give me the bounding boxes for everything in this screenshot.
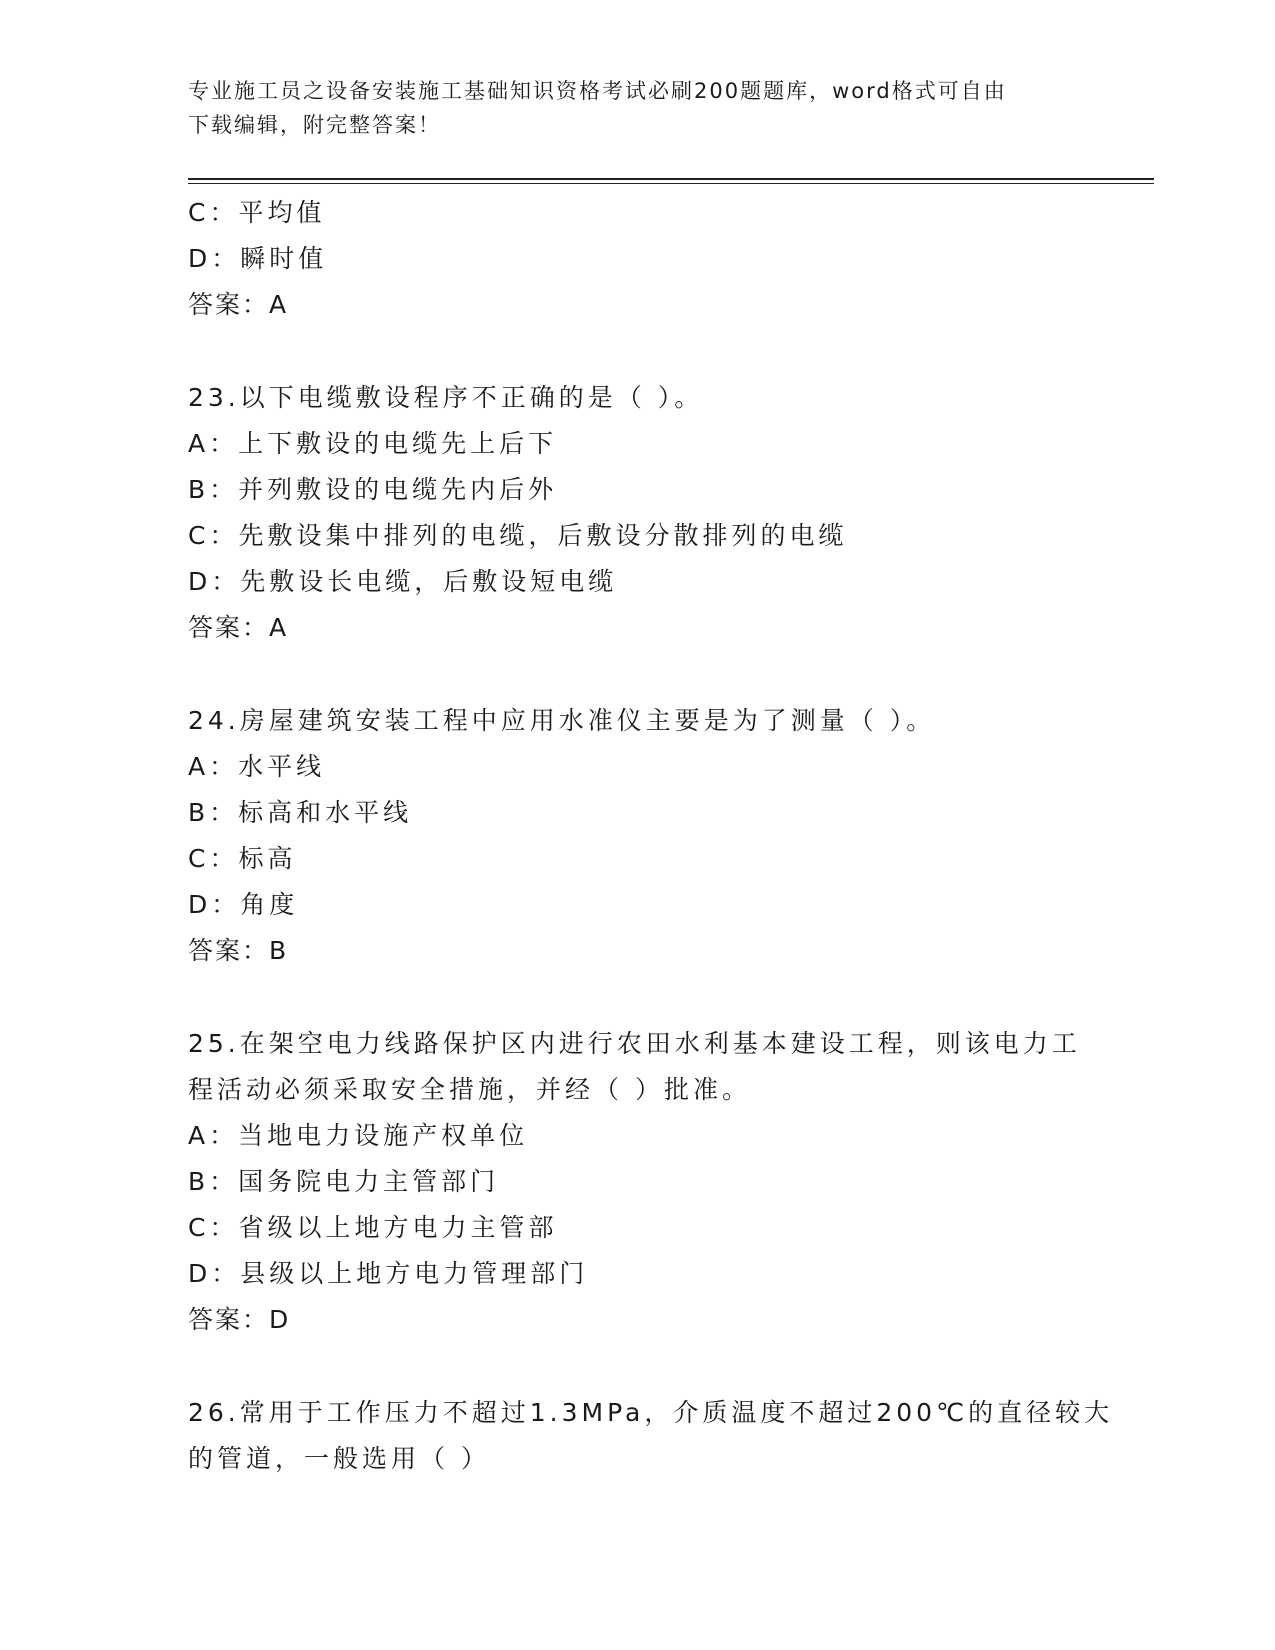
option-c: C：省级以上地方电力主管部	[188, 1213, 558, 1242]
answer-line: 答案：D	[188, 1305, 291, 1334]
option-d: D：先敷设长电缆，后敷设短电缆	[188, 567, 618, 596]
option-a: A：水平线	[188, 752, 326, 781]
answer-line: 答案：A	[188, 290, 289, 319]
option-d: D：县级以上地方电力管理部门	[188, 1259, 589, 1288]
option-b: B：并列敷设的电缆先内后外	[188, 475, 558, 504]
option-c: C：标高	[188, 844, 297, 873]
option-b: B：标高和水平线	[188, 798, 413, 827]
header-line-1: 专业施工员之设备安装施工基础知识资格考试必刷200题题库，word格式可自由	[188, 79, 1007, 103]
header-divider-thin	[188, 183, 1154, 184]
option-c: C：先敷设集中排列的电缆，后敷设分散排列的电缆	[188, 521, 848, 550]
header-line-2: 下载编辑，附完整答案！	[188, 113, 441, 137]
question-24	[188, 698, 1088, 974]
header-divider-thick	[188, 178, 1154, 180]
question-stem: 23.以下电缆敷设程序不正确的是（ ）。	[188, 383, 704, 412]
option-d: D：瞬时值	[188, 244, 328, 273]
question-list	[188, 190, 1114, 1482]
question-stem-line-2: 的管道，一般选用（ ）	[188, 1444, 490, 1473]
option-b: B：国务院电力主管部门	[188, 1167, 500, 1196]
question-stem-line-2: 程活动必须采取安全措施，并经（ ）批准。	[188, 1075, 751, 1104]
option-a: A：当地电力设施产权单位	[188, 1121, 529, 1150]
option-c: C：平均值	[188, 198, 326, 227]
answer-line: 答案：A	[188, 613, 289, 642]
option-d: D：角度	[188, 890, 299, 919]
option-a: A：上下敷设的电缆先上后下	[188, 429, 558, 458]
question-stem-line-1: 25.在架空电力线路保护区内进行农田水利基本建设工程，则该电力工	[188, 1029, 1081, 1058]
question-stem-line-1: 26.常用于工作压力不超过1.3MPa，介质温度不超过200℃的直径较大	[188, 1398, 1114, 1427]
question-25	[188, 1021, 1088, 1343]
question-23	[188, 375, 1088, 651]
question-26	[188, 1390, 1114, 1482]
document-header	[188, 74, 1068, 142]
question-stem: 24.房屋建筑安装工程中应用水准仪主要是为了测量（ ）。	[188, 706, 936, 735]
answer-line: 答案：B	[188, 936, 289, 965]
